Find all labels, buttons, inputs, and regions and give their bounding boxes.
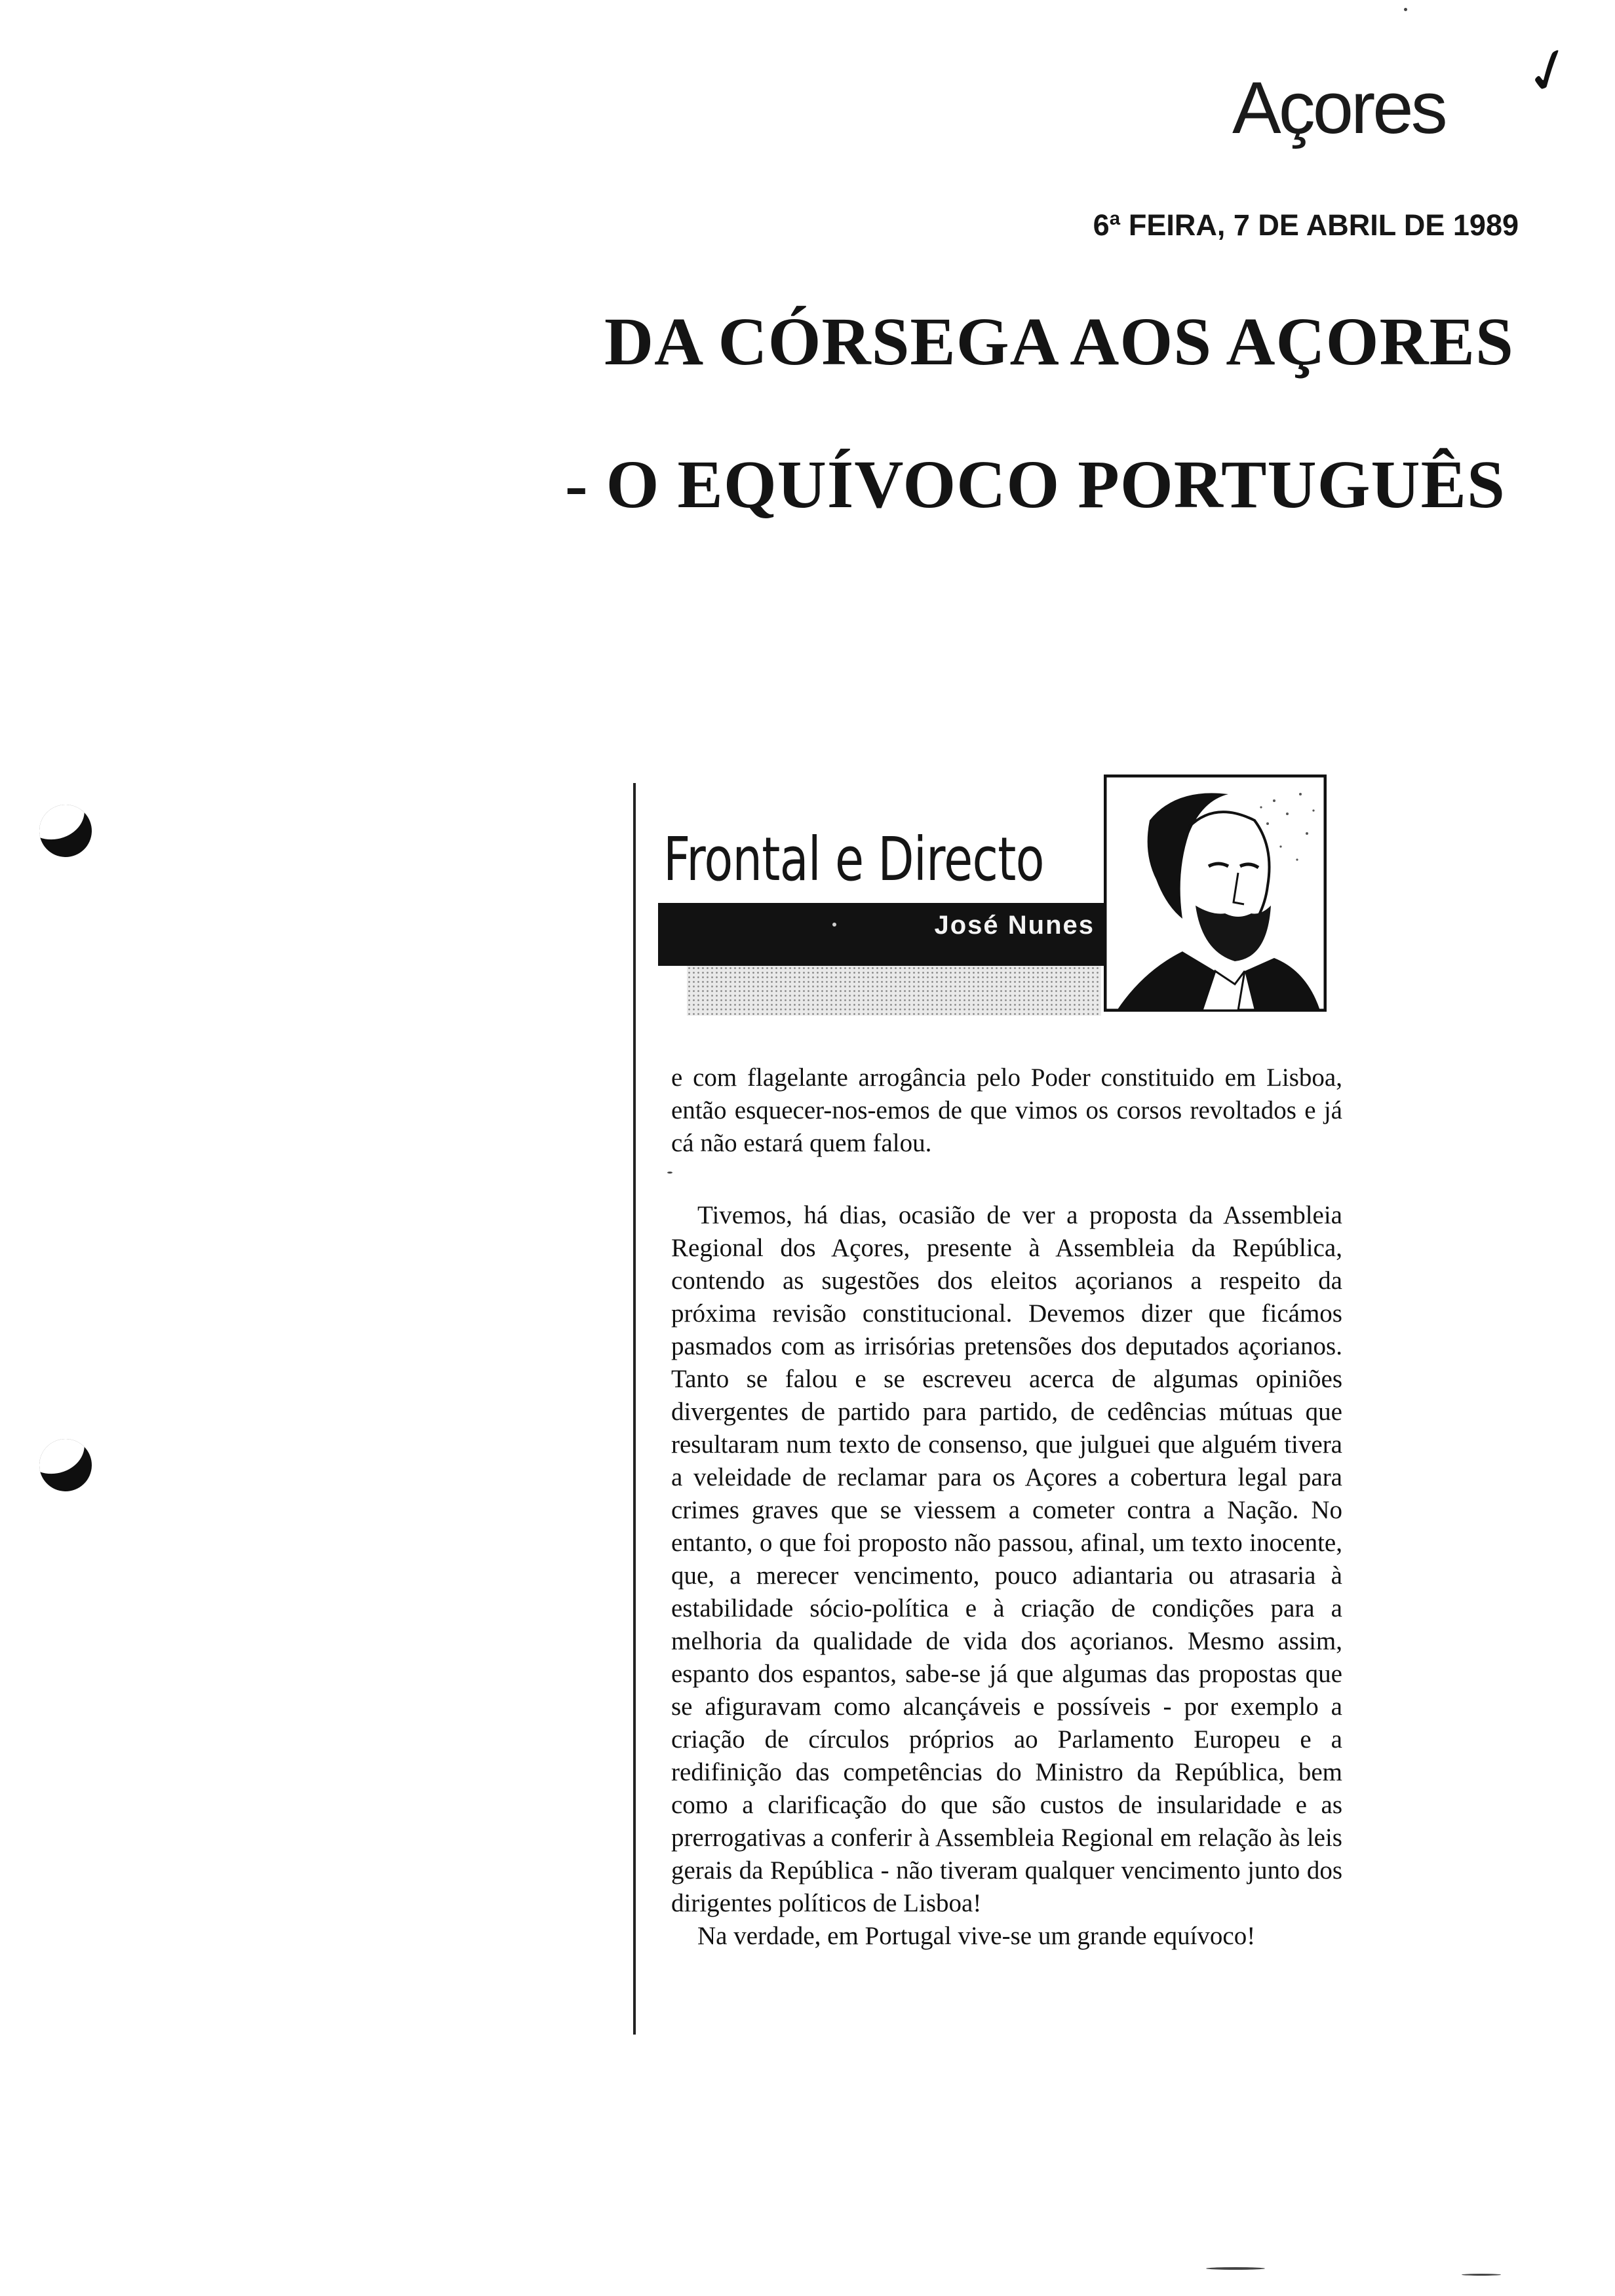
column-rule [633, 783, 636, 2035]
scan-speck [667, 1172, 672, 1174]
article-body [671, 1062, 1342, 1953]
scan-speck [1404, 8, 1407, 11]
newspaper-name: Açores [1232, 67, 1445, 149]
scan-speck [1206, 2267, 1265, 2270]
column-title: Frontal e Directo [663, 824, 1044, 894]
dotted-band [687, 966, 1101, 1016]
dateline: 6ª FEIRA, 7 DE ABRIL DE 1989 [1093, 208, 1519, 242]
author-portrait [1104, 775, 1327, 1012]
headline-line-2: - O EQUÍVOCO PORTUGUÊS [565, 447, 1506, 522]
article-paragraph-3: Na verdade, em Portugal vive-se um grande equívoco! [697, 1922, 1256, 1950]
article-paragraph-2: Tivemos, há dias, ocasião de ver a proposta da Assembleia Regional dos Açores, presente à Assembleia da República, contendo as sugestões dos eleitos açorianos a respeito da próxima revisão constitucional. Devemos dizer que ficámos pasmados com as irrisórias pretensões dos deputados açorianos. Tanto se falou e se escreveu acerca de algumas opiniões divergentes de partido para partido, de cedências mútuas que resultaram num texto de consenso, que julguei que alguém tivera a veleidade de reclamar para os Açores a cobertura legal para crimes graves que se viessem a cometer contra a Nação. No entanto, o que foi proposto não passou, afinal, um texto inocente, que, a merecer vencimento, pouco adiantaria ou atrasaria à estabilidade sócio-política e à criação de condições para a melhoria da qualidade de vida dos açorianos. Mesmo assim, espanto dos espantos, sabe-se já que algumas das propostas que se afiguravam como alcançáveis e possíveis - por exemplo a criação de círculos próprios ao Parlamento Europeu e a redifinição das competências do Ministro da República, bem como a clarificação do que são custos de insularidade e as prerrogativas a conferir à Assembleia Regional em relação às leis gerais da República - não tiveram qualquer vencimento junto dos dirigentes políticos de Lisboa! [671, 1201, 1342, 1917]
scan-speck [1462, 2274, 1501, 2276]
handwritten-check-mark: ✓ [1514, 29, 1584, 113]
binder-punch-mark-top [35, 801, 96, 862]
article-paragraph-1: e com flagelante arrogância pelo Poder constituido em Lisboa, então esquecer-nos-emos de que vimos os corsos revoltados e já cá não estará quem falou. [671, 1063, 1342, 1157]
binder-punch-mark-bottom [35, 1435, 96, 1496]
headline-line-1: DA CÓRSEGA AOS AÇORES [604, 304, 1514, 379]
author-name: José Nunes [934, 911, 1095, 940]
author-bar-dot [832, 923, 836, 927]
